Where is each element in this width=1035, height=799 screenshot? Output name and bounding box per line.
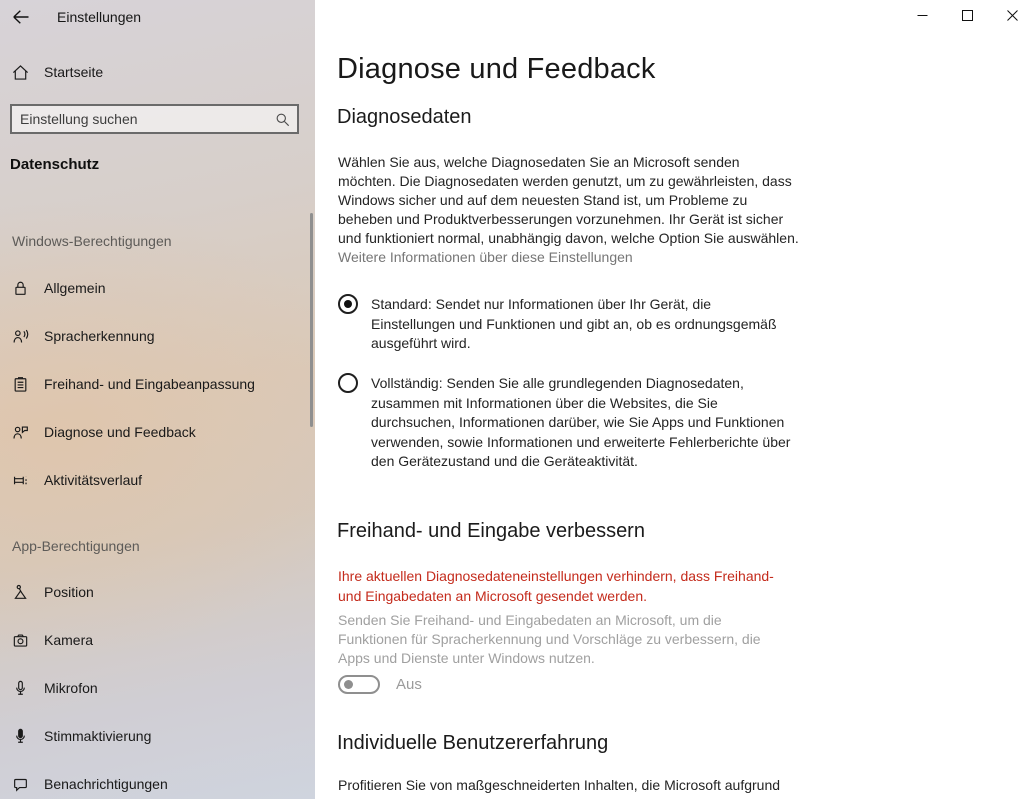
radio-label-standard: Standard: Sendet nur Informationen über Ihr Gerät, die Einstellungen und Funktionen und gibt an, ob es ordnungsgemäß ausgeführt wird. <box>371 296 777 351</box>
sidebar-item-label: Kamera <box>44 632 94 648</box>
maximize-button[interactable] <box>945 0 990 30</box>
notification-icon <box>12 776 29 793</box>
tailored-description: Profitieren Sie von maßgeschneiderten Inhalten, die Microsoft aufgrund <box>338 777 781 793</box>
maximize-icon <box>962 10 973 21</box>
sidebar-item-label: Startseite <box>44 64 104 80</box>
app-title: Einstellungen <box>57 9 142 25</box>
sidebar-item-label: Aktivitätsverlauf <box>44 472 143 488</box>
main-content <box>315 0 1035 799</box>
sidebar-item-stimmaktivierung[interactable] <box>0 717 308 755</box>
radio-option-vollstaendig[interactable] <box>338 373 797 472</box>
radio-button-standard[interactable] <box>338 294 358 314</box>
sidebar-item-label: Allgemein <box>44 280 106 296</box>
sidebar-item-label: Stimmaktivierung <box>44 728 152 744</box>
close-button[interactable] <box>990 0 1035 30</box>
sidebar-item-label: Spracherkennung <box>44 328 155 344</box>
sidebar-item-label: Freihand- und Eingabeanpassung <box>44 376 255 392</box>
radio-label-vollstaendig: Vollständig: Senden Sie alle grundlegenden Diagnosedaten, zusammen mit Informationen über die Websites, die Sie durchsuchen, Informationen darüber, wie Sie Apps und Funktionen verwenden, sowie Informationen und erweiterte Fehlerberichte über den Gerätezustand und die Geräteaktivität. <box>371 375 791 469</box>
sidebar-item-diagnose-feedback[interactable] <box>0 413 308 451</box>
inking-typing-icon <box>12 376 29 393</box>
section-header-windows-permissions: Windows-Berechtigungen <box>12 233 172 249</box>
home-icon <box>12 64 29 81</box>
sidebar-scrollbar-thumb[interactable] <box>310 213 313 427</box>
toggle-state-label: Aus <box>396 676 422 693</box>
diagnostics-feedback-icon <box>12 424 29 441</box>
sidebar-item-allgemein[interactable] <box>0 269 308 307</box>
camera-icon <box>12 632 29 649</box>
sidebar-item-kamera[interactable] <box>0 621 308 659</box>
inking-description: Senden Sie Freihand- und Eingabedaten an Microsoft, um die Funktionen für Spracherkennung und Vorschläge zu verbessern, die Apps und Dienste unter Windows nutzen. <box>338 612 761 666</box>
location-icon <box>12 584 29 601</box>
radio-button-vollstaendig[interactable] <box>338 373 358 393</box>
activity-history-icon <box>12 472 29 489</box>
sidebar <box>0 0 315 799</box>
diagnostics-description-text: Wählen Sie aus, welche Diagnosedaten Sie an Microsoft senden möchten. Die Diagnosedaten werden genutzt, um zu gewährleisten, dass Windows sicher und auf dem neuesten Stand ist, um Probleme zu beheben und Produktverbesserungen vorzunehmen. Ihr Gerät ist sicher und funktioniert normal, unabhängig davon, welche Option Sie auswählen. <box>338 154 799 246</box>
search-input[interactable] <box>12 111 267 127</box>
inking-toggle-row <box>338 675 422 694</box>
page-title: Diagnose und Feedback <box>337 53 656 85</box>
diagnostics-heading: Diagnosedaten <box>337 106 472 128</box>
sidebar-item-label: Diagnose und Feedback <box>44 424 196 440</box>
sidebar-item-label: Benachrichtigungen <box>44 776 168 792</box>
section-header-app-permissions: App-Berechtigungen <box>12 538 140 554</box>
inking-warning-text: Ihre aktuellen Diagnosedateneinstellungen verhindern, dass Freihand- und Eingabedaten an Microsoft gesendet werden. <box>338 568 774 604</box>
close-icon <box>1007 10 1018 21</box>
toggle-knob <box>344 680 353 689</box>
more-info-link[interactable]: Weitere Informationen über diese Einstellungen <box>338 249 633 265</box>
diagnostics-description <box>338 153 800 267</box>
tailored-heading: Individuelle Benutzererfahrung <box>337 732 609 754</box>
category-title: Datenschutz <box>10 156 100 173</box>
sidebar-item-aktivitaetsverlauf[interactable] <box>0 461 308 499</box>
lock-icon <box>12 280 29 297</box>
voice-activation-icon <box>12 728 29 745</box>
sidebar-item-home[interactable] <box>0 53 308 91</box>
sidebar-item-mikrofon[interactable] <box>0 669 308 707</box>
inking-toggle[interactable] <box>338 675 380 694</box>
settings-search <box>10 104 299 134</box>
sidebar-item-label: Position <box>44 584 94 600</box>
sidebar-item-freihand-eingabeanpassung[interactable] <box>0 365 308 403</box>
minimize-button[interactable] <box>900 0 945 30</box>
radio-option-standard[interactable] <box>338 294 797 354</box>
minimize-icon <box>917 10 928 21</box>
inking-heading: Freihand- und Eingabe verbessern <box>337 520 645 542</box>
speech-recognition-icon <box>12 328 29 345</box>
back-button[interactable] <box>8 5 34 29</box>
microphone-icon <box>12 680 29 697</box>
sidebar-item-label: Mikrofon <box>44 680 98 696</box>
window-controls <box>900 0 1035 30</box>
search-icon[interactable] <box>267 106 297 132</box>
back-arrow-icon <box>12 9 30 25</box>
sidebar-item-spracherkennung[interactable] <box>0 317 308 355</box>
sidebar-item-position[interactable] <box>0 573 308 611</box>
sidebar-item-benachrichtigungen[interactable] <box>0 765 308 799</box>
